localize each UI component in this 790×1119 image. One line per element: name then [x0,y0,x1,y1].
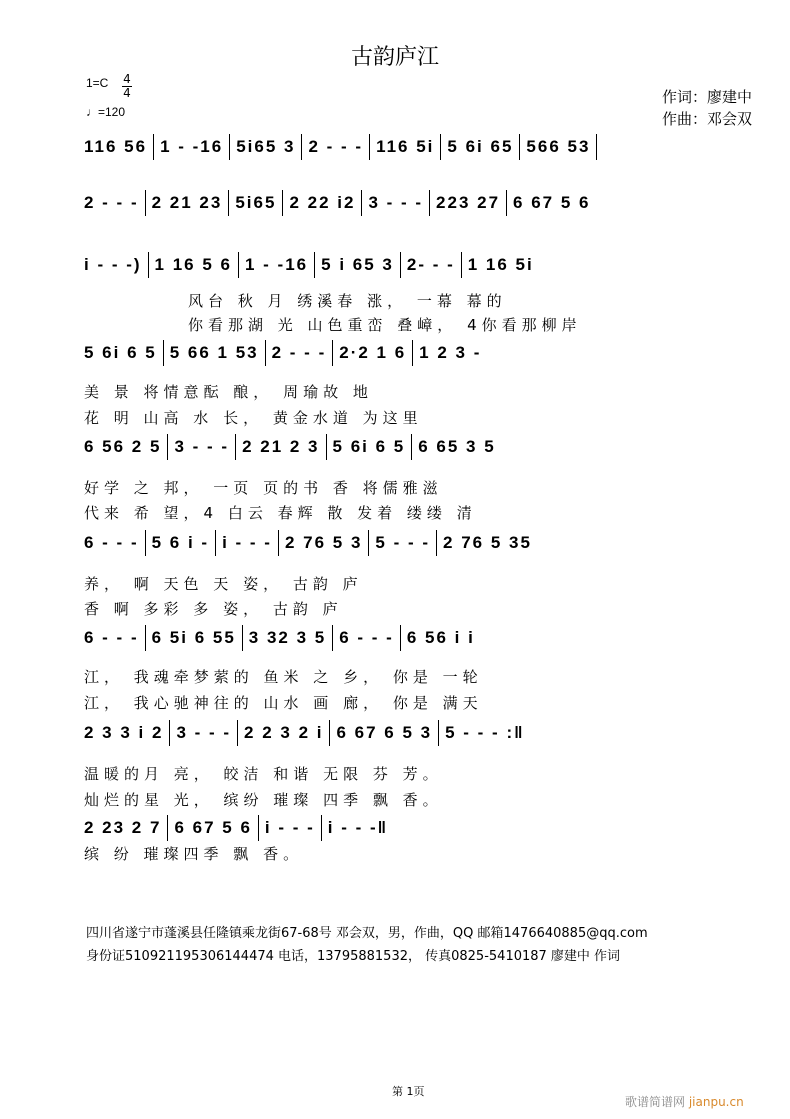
lyricist-credit: 作词：廖建中 [661,88,752,106]
barline [596,134,597,160]
measure: 1 - -16 [160,137,224,156]
barline [163,340,164,366]
score-staff [84,252,744,278]
measure: 5 66 1 53 [169,343,259,362]
measure: 3 - - - [176,723,232,742]
measure: 566 53 [526,137,591,156]
barline [519,134,520,160]
barline [412,340,413,366]
score-staff [84,815,744,841]
score-staff [84,134,744,160]
measure: 5 6i 65 [447,137,514,156]
barline [321,815,322,841]
barline [314,252,315,278]
measure: 2 21 23 [151,193,223,212]
lyric-line: 缤 纷 璀璨四季 飘 香。 [84,845,304,863]
tempo-marking: ♩=120 [86,105,126,119]
lyric-line: 美 景 将情意酝 酿， 周瑜故 地 [84,383,373,401]
measure: 2- - - [406,255,455,274]
barline [238,252,239,278]
measure: 3 - - - [174,437,230,456]
measure: 2 21 2 3 [242,437,320,456]
measure: 6 65 3 5 [418,437,496,456]
score-staff [84,434,744,460]
song-title: 古韵庐江 [350,45,439,70]
barline [506,190,507,216]
barline [282,190,283,216]
barline [411,434,412,460]
score-staff [84,720,744,746]
barline [235,434,236,460]
score-staff [84,190,744,216]
lyric-line: 温暖的月 亮， 皎洁 和谐 无限 芬 芳。 [84,765,443,783]
lyric-line: 养， 啊 天色 天 姿， 古韵 庐 [84,575,363,593]
watermark: 歌谱简谱网 jianpu.cn [625,1095,744,1109]
barline [145,530,146,556]
measure: 6 67 5 6 [513,193,591,212]
score-staff [84,625,744,651]
measure: 6 67 6 5 3 [336,723,433,742]
barline [332,625,333,651]
score-staff [84,340,744,366]
barline [167,434,168,460]
measure: 6 - - - [339,628,394,647]
barline [436,530,437,556]
lyric-line: 香 啊 多彩 多 姿， 古韵 庐 [84,600,343,618]
barline [329,720,330,746]
measure: 1 2 3 - [419,343,482,362]
barline [400,625,401,651]
barline [215,530,216,556]
measure: 5 i 65 3 [321,255,394,274]
measure: 6 5i 6 55 [151,628,236,647]
measure: 2 3 3 i 2 [84,723,164,742]
measure: i - - -‖ [327,818,389,837]
measure: i - - -) [84,255,142,274]
barline [301,134,302,160]
lyric-line: 你看那湖 光 山色重峦 叠嶂， 4你看那柳岸 [188,316,582,334]
lyric-line: 江， 我魂牵梦萦的 鱼米 之 乡， 你是 一轮 [84,668,483,686]
measure: 1 - -16 [245,255,309,274]
barline [258,815,259,841]
barline [169,720,170,746]
measure: 5 6i 6 5 [332,437,406,456]
measure: 6 - - - [84,533,139,552]
measure: 5 - - - :‖ [445,723,525,742]
measure: 5i65 [235,193,277,212]
barline [237,720,238,746]
measure: 5i65 3 [236,137,296,156]
barline [148,252,149,278]
page-number: 第 1页 [392,1085,425,1098]
measure: 2 2 3 2 i [244,723,324,742]
measure: 2 - - - [271,343,327,362]
barline [145,190,146,216]
measure: 6 67 5 6 [174,818,252,837]
barline [229,134,230,160]
measure: 116 5i [376,137,435,156]
barline [153,134,154,160]
key-signature: 1=C [86,76,109,90]
measure: 2 76 5 35 [443,533,532,552]
barline [326,434,327,460]
barline [167,815,168,841]
barline [278,530,279,556]
measure: 1 16 5 6 [154,255,232,274]
lyric-line: 好学 之 邦， 一页 页的书 香 将儒雅滋 [84,479,443,497]
barline [438,720,439,746]
barline [429,190,430,216]
measure: 3 32 3 5 [248,628,327,647]
contact-info: 四川省遂宁市蓬溪县任隆镇乘龙街67-68号 邓会双，男，作曲，QQ 邮箱1476640885@qq.com [86,926,648,941]
measure: 6 56 2 5 [84,437,162,456]
measure: 223 27 [436,193,501,212]
barline [461,252,462,278]
measure: i - - - [222,533,272,552]
barline [361,190,362,216]
barline [368,530,369,556]
barline [228,190,229,216]
lyric-line: 江， 我心驰神往的 山水 画 廊， 你是 满天 [84,694,483,712]
measure: 2 22 i2 [289,193,356,212]
barline [332,340,333,366]
score-staff [84,530,744,556]
barline [400,252,401,278]
measure: 2 - - - [84,193,139,212]
contact-info: 身份证510921195306144474 电话，13795881532， 传真0825-5410187 廖建中 作词 [86,949,621,964]
barline [265,340,266,366]
measure: 6 - - - [84,628,139,647]
measure: 5 - - - [375,533,431,552]
composer-credit: 作曲：邓会双 [661,110,752,128]
measure: 1 16 5i [467,255,534,274]
lyric-line: 风台 秋 月 绣溪春 涨， 一幕 幕的 [188,292,507,310]
barline [242,625,243,651]
lyric-line: 灿烂的星 光， 缤纷 璀璨 四季 飘 香。 [84,791,443,809]
measure: i - - - [264,818,315,837]
measure: 116 56 [84,137,148,156]
measure: 3 - - - [368,193,424,212]
time-signature: 4 4 [123,72,131,100]
barline [369,134,370,160]
lyric-line: 花 明 山高 水 长， 黄金水道 为这里 [84,409,423,427]
measure: 2·2 1 6 [339,343,407,362]
measure: 2 76 5 3 [284,533,363,552]
measure: 6 56 i i [406,628,475,647]
measure: 2 - - - [308,137,364,156]
barline [145,625,146,651]
lyric-line: 代来 希 望，4 白云 春辉 散 发着 缕缕 清 [84,504,477,522]
measure: 5 6 i - [151,533,210,552]
measure: 5 6i 6 5 [84,343,157,362]
measure: 2 23 2 7 [84,818,162,837]
barline [440,134,441,160]
